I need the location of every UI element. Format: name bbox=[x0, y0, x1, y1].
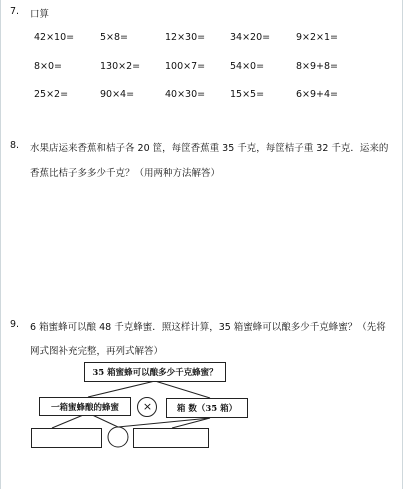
calc-item: 100×7= bbox=[165, 61, 206, 72]
calc-item: 12×30= bbox=[165, 32, 206, 43]
calc-item: 8×9+8= bbox=[296, 61, 339, 72]
connector-line bbox=[118, 418, 210, 427]
connector-line bbox=[88, 381, 155, 397]
blank-operator-circle[interactable] bbox=[108, 427, 128, 447]
diagram-left-quantity-box: 一箱蜜蜂酿的蜂蜜 bbox=[39, 397, 131, 416]
question-8-line-2: 香蕉比桔子多多少千克？（用两种方法解答） bbox=[30, 168, 221, 179]
blank-answer-box-left[interactable] bbox=[31, 428, 102, 448]
blank-answer-box-right[interactable] bbox=[133, 428, 209, 448]
diagram-right-quantity-box: 箱 数（35 箱） bbox=[166, 398, 248, 418]
calc-item: 54×0= bbox=[230, 61, 265, 72]
calc-item: 25×2= bbox=[34, 89, 69, 100]
calc-item: 90×4= bbox=[100, 89, 135, 100]
connector-line bbox=[155, 381, 210, 398]
calc-item: 5×8= bbox=[100, 32, 129, 43]
calc-item: 8×0= bbox=[34, 61, 63, 72]
calc-item: 40×30= bbox=[165, 89, 206, 100]
calc-item: 42×10= bbox=[34, 32, 75, 43]
multiply-operator: × bbox=[142, 400, 153, 413]
calc-item: 6×9+4= bbox=[296, 89, 339, 100]
calc-item: 15×5= bbox=[230, 89, 265, 100]
question-9-number: 9. bbox=[10, 319, 20, 330]
question-9-line-1: 6 箱蜜蜂可以酿 48 千克蜂蜜．照这样计算，35 箱蜜蜂可以酿多少千克蜂蜜？（先将 bbox=[30, 322, 386, 333]
calc-item: 34×20= bbox=[230, 32, 271, 43]
calc-item: 130×2= bbox=[100, 61, 141, 72]
question-7-title: 口算 bbox=[30, 9, 50, 20]
calc-item: 9×2×1= bbox=[296, 32, 339, 43]
diagram-top-question-box: 35 箱蜜蜂可以酿多少千克蜂蜜？ bbox=[84, 362, 226, 382]
question-8-line-1: 水果店运来香蕉和桔子各 20 筐，每筐香蕉重 35 千克，每筐桔子重 32 千克．运来的 bbox=[30, 143, 389, 154]
question-7-number: 7. bbox=[10, 6, 20, 17]
question-9-line-2: 网式图补充完整，再列式解答） bbox=[30, 346, 164, 357]
question-8-number: 8. bbox=[10, 140, 20, 151]
